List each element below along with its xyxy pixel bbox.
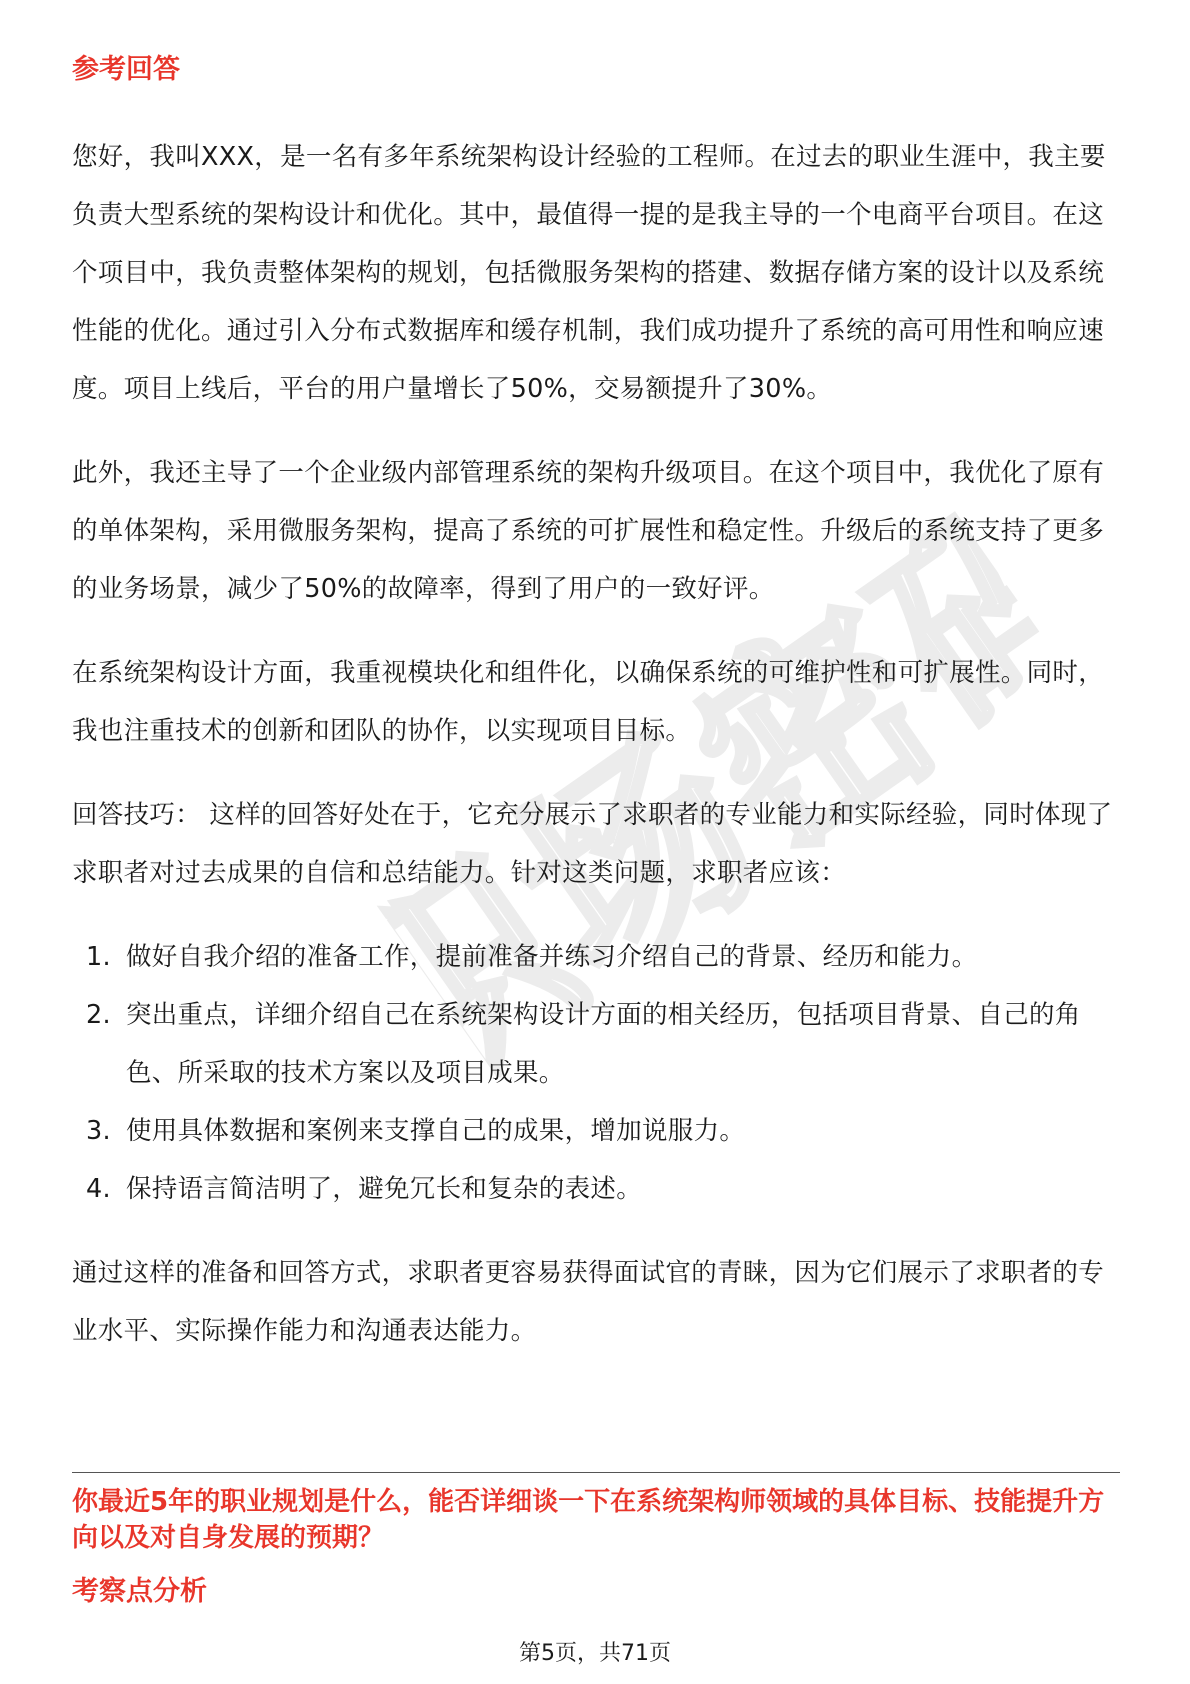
paragraph-intro: 您好，我叫XXX，是一名有多年系统架构设计经验的工程师。在过去的职业生涯中，我主要负责大型系统的架构设计和优化。其中，最值得一提的是我主导的一个电商平台项目。在这个项目中，我负责整体架构的规划，包括微服务架构的搭建、数据存储方案的设计以及系统性能的优化。通过引入分布式数据库和缓存机制，我们成功提升了系统的高可用性和响应速度。项目上线后，平台的用户量增长了50%，交易额提升了30%。 <box>72 142 1106 404</box>
list-item-number: 2. <box>86 1000 111 1030</box>
list-item-text: 使用具体数据和案例来支撑自己的成果，增加说服力。 <box>126 1116 746 1146</box>
next-question-heading: 你最近5年的职业规划是什么，能否详细谈一下在系统架构师领域的具体目标、技能提升方向以及对自身发展的预期？ <box>72 1487 1105 1553</box>
tips-list <box>72 928 1120 1218</box>
list-item <box>72 986 1120 1102</box>
list-item-number: 3. <box>86 1116 111 1146</box>
list-item-number: 4. <box>86 1174 111 1204</box>
document-page <box>72 0 1120 1684</box>
watermark-text: 职场密码 <box>340 451 1120 1149</box>
paragraph-tips-intro: 回答技巧： 这样的回答好处在于，它充分展示了求职者的专业能力和实际经验，同时体现了求职者对过去成果的自信和总结能力。针对这类问题，求职者应该： <box>72 800 1113 888</box>
list-item <box>72 1102 1120 1160</box>
list-item-text: 做好自我介绍的准备工作，提前准备并练习介绍自己的背景、经历和能力。 <box>126 942 978 972</box>
list-item <box>72 928 1120 986</box>
paragraph-second-project: 此外，我还主导了一个企业级内部管理系统的架构升级项目。在这个项目中，我优化了原有的单体架构，采用微服务架构，提高了系统的可扩展性和稳定性。升级后的系统支持了更多的业务场景，减少了50%的故障率，得到了用户的一致好评。 <box>72 458 1105 604</box>
list-item-text: 保持语言简洁明了，避免冗长和复杂的表述。 <box>126 1174 643 1204</box>
page-footer: 第5页，共71页 <box>519 1641 671 1666</box>
analysis-heading: 考察点分析 <box>72 1576 207 1607</box>
list-item-number: 1. <box>86 942 111 972</box>
section-divider <box>72 1472 1120 1473</box>
list-item <box>72 1160 1120 1218</box>
answer-body <box>72 128 1120 1386</box>
paragraph-design-philosophy: 在系统架构设计方面，我重视模块化和组件化，以确保系统的可维护性和可扩展性。同时，我也注重技术的创新和团队的协作，以实现项目目标。 <box>72 658 1105 746</box>
answer-heading: 参考回答 <box>72 54 180 85</box>
list-item-text: 突出重点，详细介绍自己在系统架构设计方面的相关经历，包括项目背景、自己的角色、所采取的技术方案以及项目成果。 <box>126 1000 1081 1088</box>
paragraph-closing: 通过这样的准备和回答方式，求职者更容易获得面试官的青睐，因为它们展示了求职者的专业水平、实际操作能力和沟通表达能力。 <box>72 1258 1105 1346</box>
